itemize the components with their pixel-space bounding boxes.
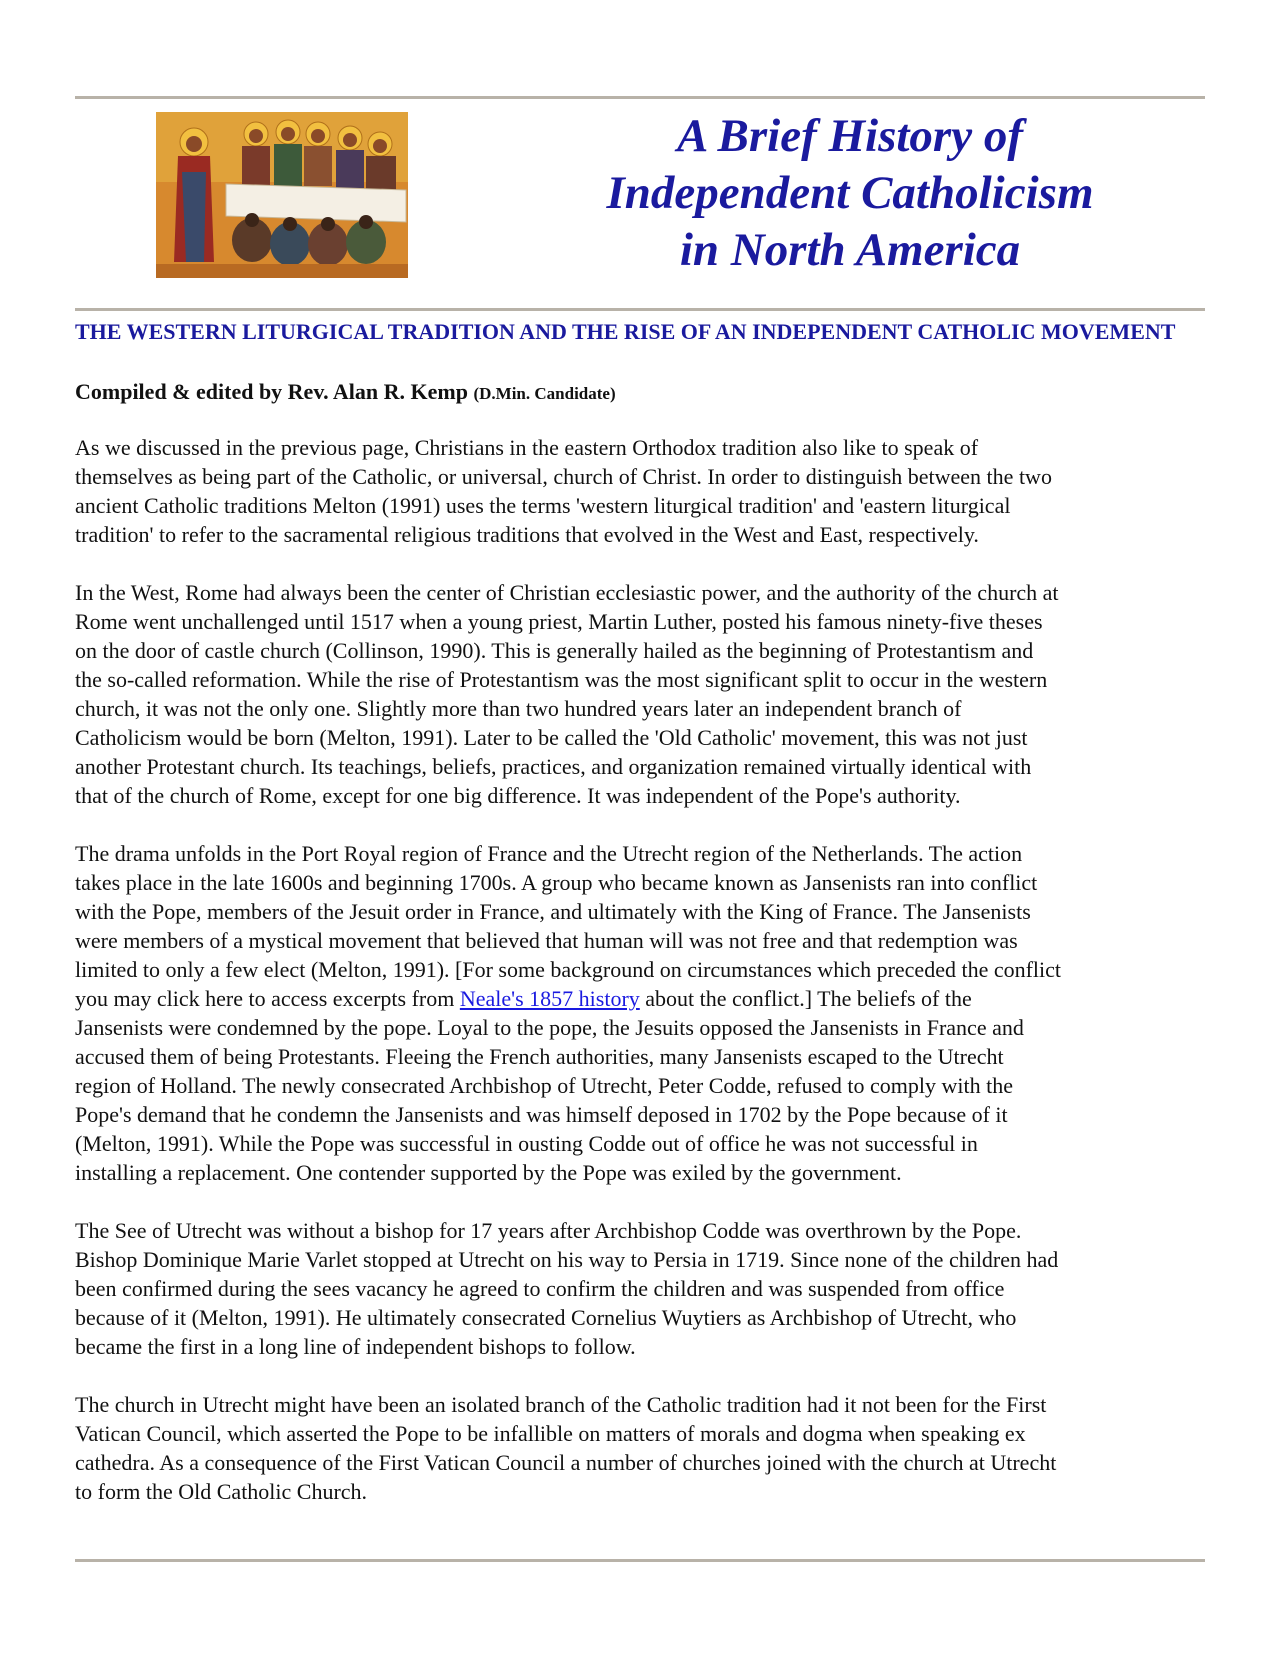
paragraph-line: limited to only a few elect (Melton, 1991). [For some background on circumstances which preceded the conflict <box>75 957 1062 982</box>
paragraph-line: church, it was not the only one. Slightly more than two hundred years later an independent branch of <box>75 696 962 721</box>
bottom-divider <box>75 1559 1205 1562</box>
paragraph-line: Jansenists were condemned by the pope. Loyal to the pope, the Jesuits opposed the Jansenists in France and <box>75 1015 1024 1040</box>
paragraph-line: Catholicism would be born (Melton, 1991). Later to be called the 'Old Catholic' movement, this was not just <box>75 725 1028 750</box>
paragraph-line: to form the Old Catholic Church. <box>75 1479 368 1504</box>
paragraph-see-of-utrecht <box>75 1216 1215 1361</box>
paragraph-text: about the conflict.] The beliefs of the <box>639 986 972 1011</box>
header-divider <box>75 308 1205 311</box>
paragraph-line: with the Pope, members of the Jesuit order in France, and ultimately with the King of France. The Jansenists <box>75 899 1031 924</box>
paragraph-line: Bishop Dominique Marie Varlet stopped at Utrecht on his way to Persia in 1719. Since none of the children had <box>75 1247 1059 1272</box>
section-heading: THE WESTERN LITURGICAL TRADITION AND THE RISE OF AN INDEPENDENT CATHOLIC MOVEMENT <box>75 319 1176 344</box>
paragraph-line: that of the church of Rome, except for one big difference. It was independent of the Pope's authority. <box>75 783 961 808</box>
paragraph-line: As we discussed in the previous page, Christians in the eastern Orthodox tradition also like to speak of <box>75 435 979 460</box>
page-title-line-1: A Brief History of <box>677 110 1023 162</box>
paragraph-line: accused them of being Protestants. Fleeing the French authorities, many Jansenists escaped to the Utrecht <box>75 1044 1004 1069</box>
page-title <box>560 108 1140 279</box>
neale-history-link[interactable]: Neale's 1857 history <box>459 986 640 1011</box>
top-divider <box>75 96 1205 99</box>
paragraph-line: became the first in a long line of independent bishops to follow. <box>75 1334 636 1359</box>
paragraph-line: been confirmed during the sees vacancy he agreed to confirm the children and was suspended from office <box>75 1276 1005 1301</box>
paragraph-line: (Melton, 1991). While the Pope was successful in ousting Codde out of office he was not successful in <box>75 1131 978 1156</box>
last-supper-icon-image <box>156 112 408 278</box>
paragraph-line: were members of a mystical movement that believed that human will was not free and that redemption was <box>75 928 1018 953</box>
paragraph-eastern-western <box>75 433 1215 549</box>
paragraph-line: In the West, Rome had always been the center of Christian ecclesiastic power, and the authority of the church at <box>75 580 1059 605</box>
paragraph-line: The drama unfolds in the Port Royal region of France and the Utrecht region of the Netherlands. The action <box>75 841 1023 866</box>
paragraph-old-catholic-church <box>75 1390 1215 1506</box>
paragraph-line: Vatican Council, which asserted the Pope to be infallible on matters of morals and dogma when speaking ex <box>75 1421 1026 1446</box>
paragraph-jansenists <box>75 839 1215 1187</box>
byline <box>75 378 616 407</box>
byline-credential: (D.Min. Candidate) <box>473 384 616 403</box>
paragraph-line: Pope's demand that he condemn the Jansenists and was himself deposed in 1702 by the Pope because of it <box>75 1102 1008 1127</box>
paragraph-line: on the door of castle church (Collinson, 1990). This is generally hailed as the beginning of Protestantism and <box>75 638 1034 663</box>
paragraph-line: installing a replacement. One contender supported by the Pope was exiled by the government. <box>75 1160 902 1185</box>
page-title-line-2: Independent Catholicism <box>606 167 1094 219</box>
paragraph-line: ancient Catholic traditions Melton (1991) uses the terms 'western liturgical tradition' and 'eastern liturgical <box>75 493 1011 518</box>
paragraph-line: Rome went unchallenged until 1517 when a young priest, Martin Luther, posted his famous ninety-five theses <box>75 609 1043 634</box>
byline-author: Compiled & edited by Rev. Alan R. Kemp <box>75 379 468 404</box>
paragraph-text: you may click here to access excerpts from <box>75 986 460 1011</box>
paragraph-line: because of it (Melton, 1991). He ultimately consecrated Cornelius Wuytiers as Archbishop of Utrecht, who <box>75 1305 1017 1330</box>
paragraph-line: The church in Utrecht might have been an isolated branch of the Catholic tradition had it not been for the First <box>75 1392 1047 1417</box>
paragraph-line: the so-called reformation. While the rise of Protestantism was the most significant split to occur in the western <box>75 667 1048 692</box>
paragraph-line: themselves as being part of the Catholic, or universal, church of Christ. In order to distinguish between the two <box>75 464 1052 489</box>
paragraph-line: another Protestant church. Its teachings, beliefs, practices, and organization remained virtually identical with <box>75 754 1032 779</box>
paragraph-line: The See of Utrecht was without a bishop for 17 years after Archbishop Codde was overthrown by the Pope. <box>75 1218 1022 1243</box>
paragraph-line: tradition' to refer to the sacramental religious traditions that evolved in the West and East, respectively. <box>75 522 979 547</box>
paragraph-line: region of Holland. The newly consecrated Archbishop of Utrecht, Peter Codde, refused to comply with the <box>75 1073 1014 1098</box>
paragraph-line-with-link <box>75 984 1215 1013</box>
paragraph-line: takes place in the late 1600s and beginning 1700s. A group who became known as Jansenists ran into conflict <box>75 870 1038 895</box>
paragraph-line: cathedra. As a consequence of the First Vatican Council a number of churches joined with the church at Utrecht <box>75 1450 1057 1475</box>
page-title-line-3: in North America <box>679 224 1021 276</box>
paragraph-west-rome <box>75 578 1215 810</box>
